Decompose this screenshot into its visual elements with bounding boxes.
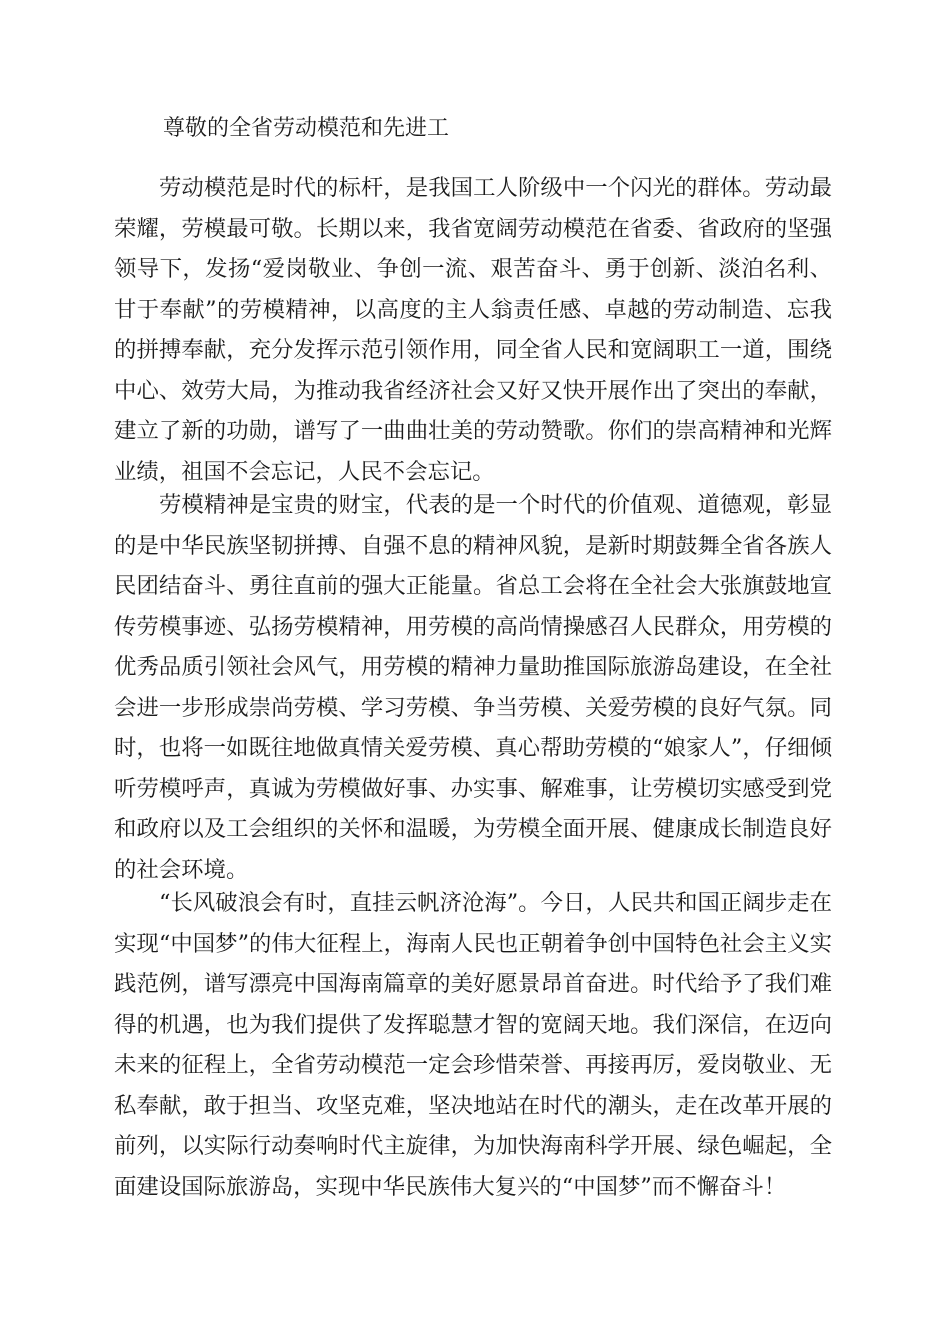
- paragraph-3: “长风破浪会有时，直挂云帆济沧海”。今日，人民共和国正阔步走在实现“中国梦”的伟大征程上，海南人民也正朝着争创中国特色社会主义实践范例，谱写漂亮中国海南篇章的美好愿景昂首奋进。时代给予了我们难得的机遇，也为我们提供了发挥聪慧才智的宽阔天地。我们深信，在迈向未来的征程上，全省劳动模范一定会珍惜荣誉、再接再厉，爱岗敬业、无私奉献，敢于担当、攻坚克难，坚决地站在时代的潮头，走在改革开展的前列，以实际行动奏响时代主旋律，为加快海南科学开展、绿色崛起，全面建设国际旅游岛，实现中华民族伟大复兴的“中国梦”而不懈奋斗！: [114, 890, 832, 1200]
- paragraph-1: 劳动模范是时代的标杆，是我国工人阶级中一个闪光的群体。劳动最荣耀，劳模最可敬。长期以来，我省宽阔劳动模范在省委、省政府的坚强领导下，发扬“爱岗敬业、争创一流、艰苦奋斗、勇于创新、淡泊名利、甘于奉献”的劳模精神，以高度的主人翁责任感、卓越的劳动制造、忘我的拼搏奉献，充分发挥示范引领作用，同全省人民和宽阔职工一道，围绕中心、效劳大局，为推动我省经济社会又好又快开展作出了突出的奉献，建立了新的功勋，谱写了一曲曲壮美的劳动赞歌。你们的崇高精神和光辉业绩，祖国不会忘记，人民不会忘记。: [114, 175, 832, 485]
- paragraph-2: 劳模精神是宝贵的财宝，代表的是一个时代的价值观、道德观，彰显的是中华民族坚韧拼搏、自强不息的精神风貌，是新时期鼓舞全省各族人民团结奋斗、勇往直前的强大正能量。省总工会将在全社会大张旗鼓地宣传劳模事迹、弘扬劳模精神，用劳模的高尚情操感召人民群众，用劳模的优秀品质引领社会风气，用劳模的精神力量助推国际旅游岛建设，在全社会进一步形成崇尚劳模、学习劳模、争当劳模、关爱劳模的良好气氛。同时，也将一如既往地做真情关爱劳模、真心帮助劳模的“娘家人”，仔细倾听劳模呼声，真诚为劳模做好事、办实事、解难事，让劳模切实感受到党和政府以及工会组织的关怀和温暖，为劳模全面开展、健康成长制造良好的社会环境。: [114, 492, 832, 883]
- salutation: 尊敬的全省劳动模范和先进工: [163, 116, 450, 141]
